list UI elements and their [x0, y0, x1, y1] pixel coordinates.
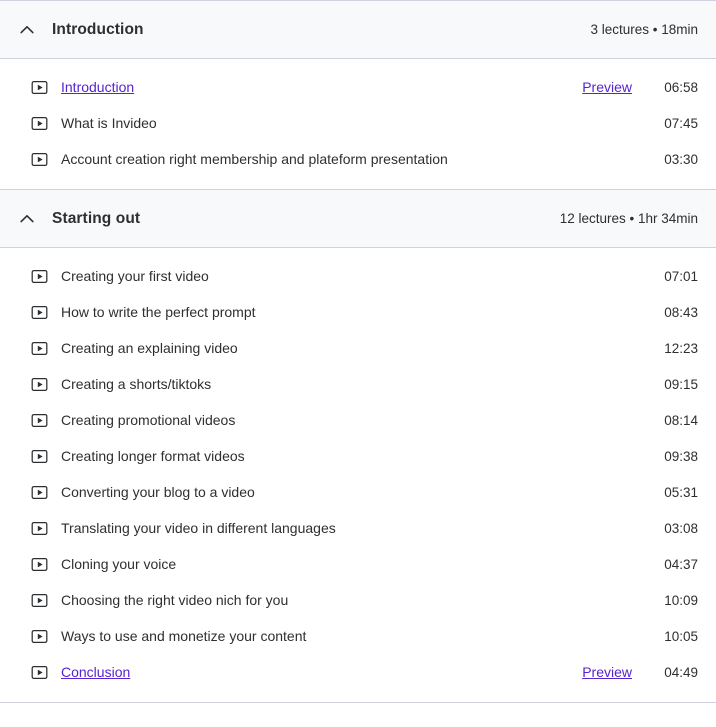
- preview-link[interactable]: Preview: [582, 79, 632, 95]
- lecture-duration: 03:30: [664, 151, 698, 167]
- preview-link[interactable]: Preview: [582, 664, 632, 680]
- video-icon: [30, 150, 48, 168]
- video-icon: [30, 78, 48, 96]
- section-meta: 12 lectures • 1hr 34min: [559, 211, 698, 226]
- lecture-title: Creating longer format videos: [61, 448, 245, 464]
- lecture-row[interactable]: [0, 582, 716, 618]
- lecture-duration: 07:01: [664, 268, 698, 284]
- lecture-duration: 12:23: [664, 340, 698, 356]
- lecture-row[interactable]: [0, 618, 716, 654]
- lecture-row[interactable]: [0, 105, 716, 141]
- lecture-list: [0, 59, 716, 189]
- lecture-title[interactable]: Conclusion: [61, 664, 131, 680]
- chevron-up-icon[interactable]: [16, 19, 38, 41]
- curriculum-section: [0, 1, 716, 190]
- lecture-duration: 05:31: [664, 484, 698, 500]
- lecture-title: Creating an explaining video: [61, 340, 238, 356]
- lecture-row[interactable]: [0, 258, 716, 294]
- lecture-duration: 07:45: [664, 115, 698, 131]
- lecture-row[interactable]: [0, 654, 716, 690]
- lecture-title: Cloning your voice: [61, 556, 177, 572]
- section-title: Introduction: [52, 20, 144, 38]
- lecture-title: Choosing the right video nich for you: [61, 592, 289, 608]
- lecture-duration: 06:58: [664, 79, 698, 95]
- video-icon: [30, 411, 48, 429]
- lecture-duration: 04:49: [664, 664, 698, 680]
- lecture-duration: 10:09: [664, 592, 698, 608]
- video-icon: [30, 663, 48, 681]
- lecture-row[interactable]: [0, 294, 716, 330]
- video-icon: [30, 555, 48, 573]
- lecture-duration: 04:37: [664, 556, 698, 572]
- lecture-title: Creating promotional videos: [61, 412, 236, 428]
- lecture-duration: 03:08: [664, 520, 698, 536]
- lecture-title: How to write the perfect prompt: [61, 304, 256, 320]
- lecture-title: Translating your video in different languages: [61, 520, 336, 536]
- lecture-row[interactable]: [0, 69, 716, 105]
- lecture-row[interactable]: [0, 402, 716, 438]
- lecture-duration: 08:43: [664, 304, 698, 320]
- section-header[interactable]: [0, 190, 716, 248]
- video-icon: [30, 114, 48, 132]
- section-title: Starting out: [52, 209, 141, 227]
- lecture-title: Ways to use and monetize your content: [61, 628, 307, 644]
- chevron-up-icon[interactable]: [16, 208, 38, 230]
- video-icon: [30, 483, 48, 501]
- section-meta: 3 lectures • 18min: [590, 22, 698, 37]
- lecture-duration: 09:38: [664, 448, 698, 464]
- video-icon: [30, 627, 48, 645]
- video-icon: [30, 591, 48, 609]
- video-icon: [30, 339, 48, 357]
- lecture-duration: 09:15: [664, 376, 698, 392]
- lecture-title: Account creation right membership and plateform presentation: [61, 151, 448, 167]
- lecture-row[interactable]: [0, 546, 716, 582]
- lecture-title: Creating a shorts/tiktoks: [61, 376, 212, 392]
- lecture-title: What is Invideo: [61, 115, 157, 131]
- lecture-duration: 08:14: [664, 412, 698, 428]
- lecture-row[interactable]: [0, 438, 716, 474]
- lecture-row[interactable]: [0, 330, 716, 366]
- curriculum-section: [0, 190, 716, 702]
- video-icon: [30, 303, 48, 321]
- lecture-row[interactable]: [0, 141, 716, 177]
- lecture-row[interactable]: [0, 510, 716, 546]
- video-icon: [30, 375, 48, 393]
- lecture-row[interactable]: [0, 366, 716, 402]
- video-icon: [30, 267, 48, 285]
- section-header[interactable]: [0, 1, 716, 59]
- lecture-title[interactable]: Introduction: [61, 79, 135, 95]
- video-icon: [30, 447, 48, 465]
- lecture-title: Creating your first video: [61, 268, 209, 284]
- lecture-row[interactable]: [0, 474, 716, 510]
- video-icon: [30, 519, 48, 537]
- lecture-list: [0, 248, 716, 702]
- lecture-duration: 10:05: [664, 628, 698, 644]
- lecture-title: Converting your blog to a video: [61, 484, 255, 500]
